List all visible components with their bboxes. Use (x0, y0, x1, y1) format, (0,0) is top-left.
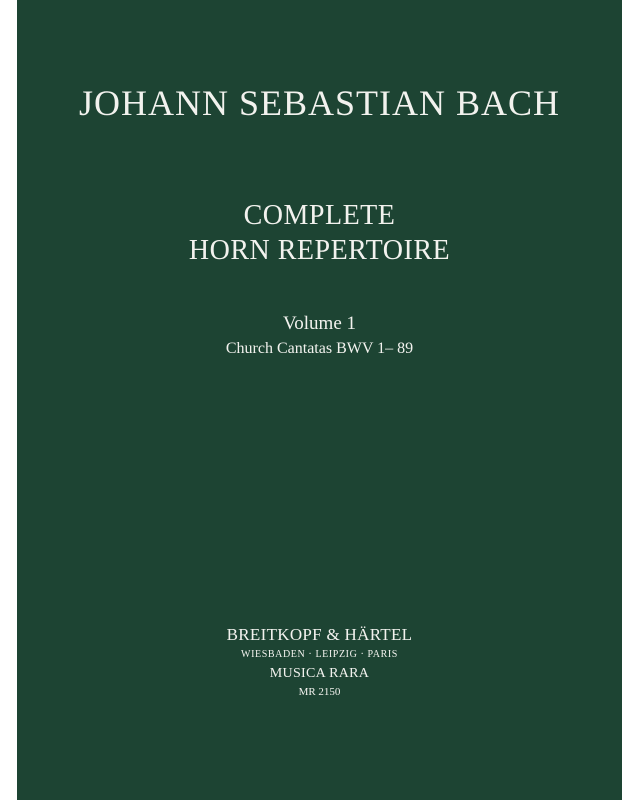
book-cover (17, 0, 622, 800)
imprint-name: MUSICA RARA (269, 666, 370, 681)
title-line-2: HORN REPERTOIRE (188, 235, 451, 266)
publisher-cities: WIESBADEN · LEIPZIG · PARIS (241, 649, 398, 660)
volume-label: Volume 1 (282, 313, 356, 334)
publisher-name: BREITKOPF & HÄRTEL (226, 625, 413, 644)
composer-name: JOHANN SEBASTIAN BACH (78, 83, 561, 123)
title-line-1: COMPLETE (243, 200, 396, 231)
subtitle: Church Cantatas BWV 1– 89 (225, 340, 414, 357)
catalog-number: MR 2150 (298, 686, 341, 698)
